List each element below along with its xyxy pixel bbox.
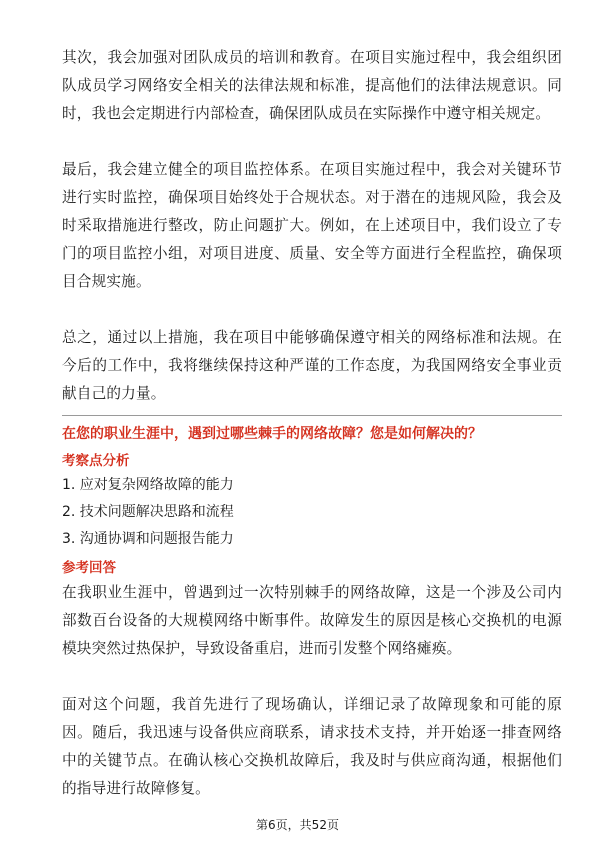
analysis-point: 3. 沟通协调和问题报告能力: [62, 531, 234, 547]
answer-heading: 参考回答: [62, 560, 116, 576]
page-number-footer: 第6页，共52页: [256, 818, 339, 832]
paragraph-spacer: [62, 296, 562, 324]
analysis-point: 1. 应对复杂网络故障的能力: [62, 477, 234, 493]
paragraph-training: 其次，我会加强对团队成员的培训和教育。在项目实施过程中，我会组织团队成员学习网络安全相关的法律法规和标准，提高他们的法律法规意识。同时，我也会定期进行内部检查，确保团队成员在实际操作中遵守相关规定。: [62, 49, 562, 122]
paragraph-spacer: [62, 128, 562, 156]
interview-question: 在您的职业生涯中，遇到过哪些棘手的网络故障？您是如何解决的？: [62, 426, 482, 442]
answer-paragraph: 面对这个问题，我首先进行了现场确认，详细记录了故障现象和可能的原因。随后，我迅速与设备供应商联系，请求技术支持，并开始逐一排查网络中的关键节点。在确认核心交换机故障后，我及时与供应商沟通，根据他们的指导进行故障修复。: [62, 696, 562, 797]
analysis-point: 2. 技术问题解决思路和流程: [62, 504, 234, 520]
section-divider: [62, 415, 562, 416]
page-content: [62, 44, 562, 803]
paragraph-summary: 总之，通过以上措施，我在项目中能够确保遵守相关的网络标准和法规。在今后的工作中，我将继续保持这种严谨的工作态度，为我国网络安全事业贡献自己的力量。: [62, 329, 562, 402]
analysis-heading: 考察点分析: [62, 453, 130, 469]
paragraph-spacer: [62, 663, 562, 691]
paragraph-monitoring: 最后，我会建立健全的项目监控体系。在项目实施过程中，我会对关键环节进行实时监控，确保项目始终处于合规状态。对于潜在的违规风险，我会及时采取措施进行整改，防止问题扩大。例如，在上述项目中，我们设立了专门的项目监控小组，对项目进度、质量、安全等方面进行全程监控，确保项目合规实施。: [62, 161, 562, 290]
answer-paragraph: 在我职业生涯中，曾遇到过一次特别棘手的网络故障，这是一个涉及公司内部数百台设备的大规模网络中断事件。故障发生的原因是核心交换机的电源模块突然过热保护，导致设备重启，进而引发整个网络瘫痪。: [62, 584, 562, 657]
